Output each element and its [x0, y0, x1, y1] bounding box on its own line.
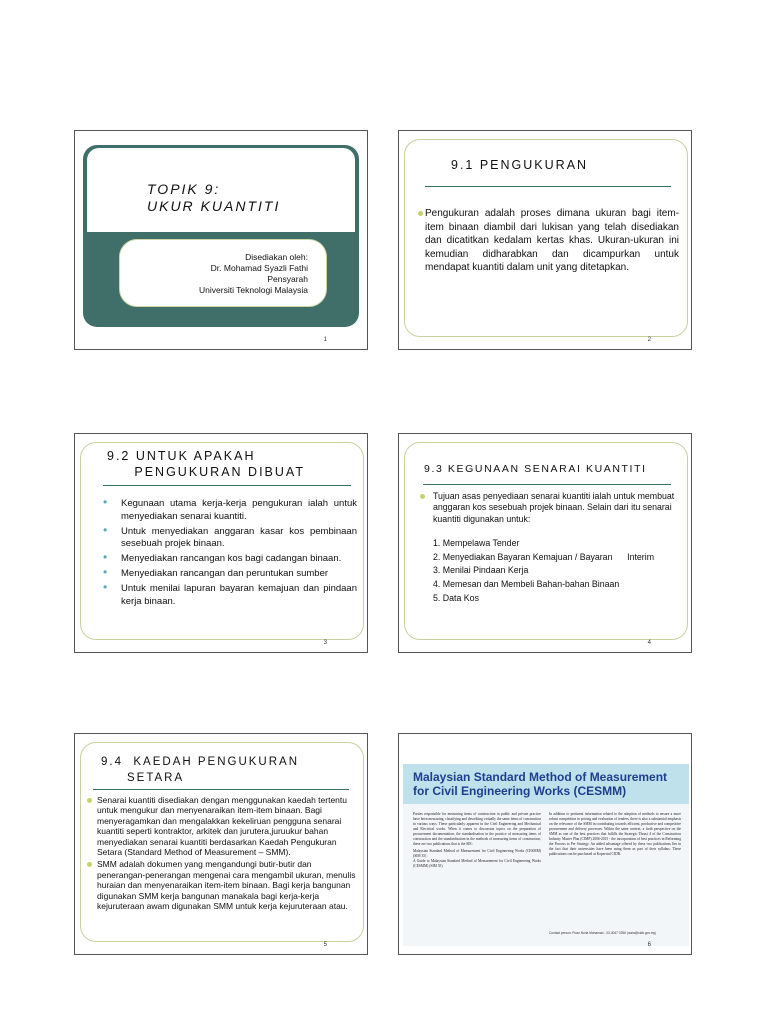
- bullet-icon: [418, 211, 423, 216]
- item-text: Untuk menyediakan anggaran kasar kos pembinaan sesebuah projek binaan.: [121, 525, 357, 550]
- item-text: Pengukuran adalah proses dimana ukuran bagi item-item binaan diambil dari lukisan yang telah disediakan dan dicatitkan kedalam kertas khas. Ukuran-ukuran ini kemudian didharabkan dan dicampurkan untuk mendapat kuantiti dalam unit yang ditetapkan.: [425, 208, 679, 274]
- article-left-column: [413, 812, 541, 938]
- list-item: 3. Menilai Pindaan Kerja: [433, 565, 529, 576]
- slide-3: [74, 433, 368, 653]
- page-number: 1: [323, 337, 327, 343]
- content-list: [425, 207, 679, 275]
- intro-item: [433, 491, 683, 525]
- list-item: [97, 795, 359, 857]
- slide-6: [398, 733, 692, 955]
- bullet-icon: •: [103, 495, 108, 509]
- left-column-bullet: Malaysian Standard Method of Measurement for Civil Engineering Works (CESMM) (SIM 35): [413, 849, 541, 858]
- author-block: [199, 252, 308, 296]
- numbered-list: [433, 537, 683, 605]
- list-item: [103, 495, 357, 524]
- slide-5: [74, 733, 368, 955]
- item-text: SMM adalah dokumen yang mengandungi butir-butir dan penerangan-penerangan mengenai cara mengambil ukuran, menulis huraian dan menyenaraikan item-item binaan. Bagi kerja bangunan digunakan SMM kerja bangunan manakala bagi kerja-kerja kejuruteraan awam digunakan SMM untuk kerja kejuruteraan atau.: [97, 859, 356, 912]
- list-item: [103, 564, 357, 581]
- page-number: 4: [647, 640, 651, 646]
- title-divider: [93, 789, 349, 790]
- list-item: [103, 579, 357, 609]
- item-text: Menyediakan rancangan kos bagi cadangan binaan.: [121, 553, 342, 565]
- slide-1: [74, 130, 368, 350]
- document-heading: Malaysian Standard Method of Measurement for Civil Engineering Works (CESMM): [413, 770, 668, 798]
- prepared-by-label: Disediakan oleh:: [245, 252, 308, 262]
- content-list: [433, 491, 683, 605]
- page-number: 3: [323, 640, 327, 646]
- item-text: Kegunaan utama kerja-kerja pengukuran ialah untuk menyediakan senarai kuantiti.: [121, 498, 357, 522]
- list-item: 4. Memesan dan Membeli Bahan-bahan Binaan: [433, 579, 620, 589]
- author-name: Dr. Mohamad Syazli Fathi: [210, 263, 308, 273]
- slide-title: TOPIK 9: UKUR KUANTITI: [147, 181, 281, 214]
- item-text: Menyediakan rancangan dan peruntukan sumber: [121, 567, 329, 579]
- bullet-icon: [87, 798, 92, 803]
- slide-2: [398, 130, 692, 350]
- slide-4: [398, 433, 692, 653]
- intro-text: Tujuan asas penyediaan senarai kuantiti ialah untuk membuat anggaran kos sesebuah projek binaan. Selain dari itu senarai kuantiti digunakan untuk:: [433, 491, 675, 524]
- bullet-icon: •: [103, 550, 108, 565]
- page-number: 2: [647, 337, 651, 343]
- slide-title: 9.1 PENGUKURAN: [451, 158, 589, 172]
- author-institution: Universiti Teknologi Malaysia: [199, 285, 308, 295]
- article-right-column: [549, 812, 681, 930]
- list-item: [97, 859, 359, 911]
- list-item: [103, 522, 357, 552]
- title-divider: [425, 186, 671, 187]
- bullet-icon: •: [103, 522, 108, 537]
- page-number: 5: [323, 942, 327, 948]
- list-item: [103, 550, 357, 566]
- list-item: 1. Mempelawa Tender: [433, 538, 520, 549]
- content-list: [97, 795, 359, 911]
- author-card: [119, 239, 327, 307]
- title-divider: [423, 484, 671, 485]
- item-text: Senarai kuantiti disediakan dengan menggunakan kaedah tertentu untuk mengukur dan menyenaraikan item-item binaan. Bagi menyeragamkan dan mengalakkan kekeliruan pengguna senarai kuantiti seperti kontraktor, arkitek dan jurutera,juruukur bahan menyediakan senarai kuantiti berdasarkan Kaedah Pengukuran Setara (Standard Method of Measurement – SMM).: [97, 795, 347, 858]
- list-item: 2. Menyediakan Bayaran Kemajuan / Bayaran Interim: [433, 551, 655, 562]
- contact-line: Contact person: Puan Nuria Mohamad - 03-4047 0256 (nuria@cidb.gov.my): [549, 931, 657, 935]
- bullet-icon: •: [103, 564, 108, 579]
- item-text: Untuk menilai lapuran bayaran kemajuan dan pindaan kerja binaan.: [121, 582, 357, 607]
- list-item: [425, 207, 679, 275]
- left-column-text: Parties responsible for measuring items of construction in public and private practice have been measuring, classifying and describing virtually the same items of construction in various ways. These particularly apparent in the Civil Engineering and Mechanical and Electrical works. When it comes to discussion topics on the preparation of procurement documentation, the standardisation in the practice of measuring items of construction and the standardisation in the methods of measuring items of construction, these are two publications that is the SIE:: [413, 812, 541, 846]
- title-divider: [103, 485, 351, 486]
- slide-title: 9.3 KEGUNAAN SENARAI KUANTITI: [424, 463, 647, 475]
- bullet-icon: •: [103, 579, 108, 594]
- left-column-bullet: A Guide to Malaysian Standard Method of Measurement for Civil Engineering Works (CESMM) (SIM 35): [413, 859, 541, 868]
- content-list: [103, 495, 357, 608]
- author-role: Pensyarah: [267, 274, 308, 284]
- right-column-text: In addition to pertinent information related to the adoption of methods to ensure a more robust competition in pricing and evaluation of tenders, there is also a substantial emphasis on the relevance of the SMM in contributing towards efficient, productive and competitive procurement and delivery processes. Within the same context, a forth perspective on the SMM as one of the best practices that fulfills the Strategic Thrust 4 of the Construction Industry Master Plan (CIMP) 2006-2015 - the incorporation of best practices in Reforming the Process to Per Strategy. An added advantage offered by these two publications lies in the fact that their universities have been using them as part of their syllabus. These publications can be purchased at Kopersial CIDB.: [549, 812, 681, 856]
- list-item: 5. Data Kos: [433, 592, 479, 603]
- page-number: 6: [647, 942, 651, 948]
- slide-title: 9.2 UNTUK APAKAH PENGUKURAN DIBUAT: [107, 449, 305, 479]
- slide-title: 9.4 KAEDAH PENGUKURAN SETARA: [101, 756, 300, 784]
- bullet-icon: [420, 494, 425, 499]
